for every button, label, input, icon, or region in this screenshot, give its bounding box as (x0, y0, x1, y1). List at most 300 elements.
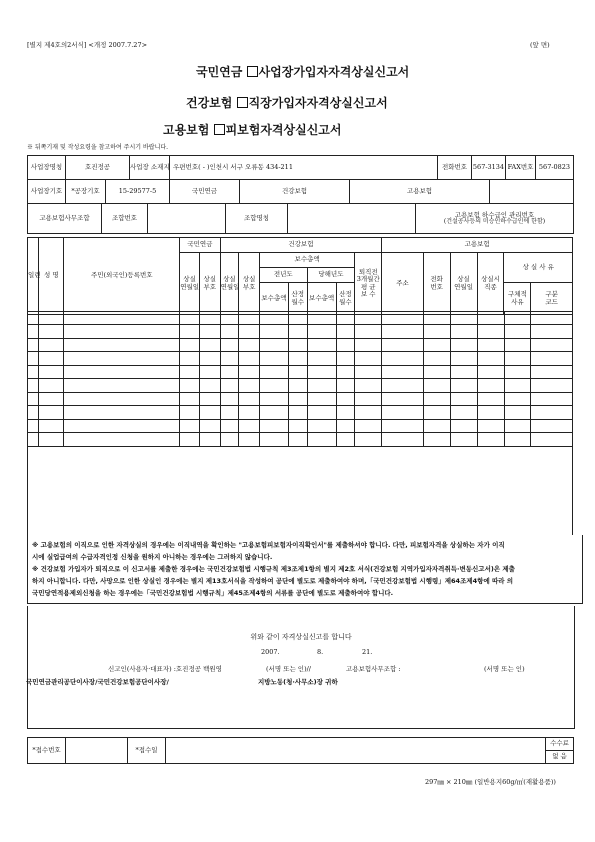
table-cell[interactable] (39, 420, 64, 433)
table-cell[interactable] (382, 393, 423, 406)
table-cell[interactable] (423, 325, 450, 339)
table-cell[interactable] (307, 366, 336, 379)
health-loss-date-b: 연월일 (220, 282, 240, 291)
col-seq: 일련 (28, 238, 39, 315)
union-name-value (288, 204, 416, 234)
table-cell[interactable] (336, 406, 355, 420)
union-table (27, 203, 574, 234)
table-cell[interactable] (239, 379, 260, 393)
table-cell[interactable] (180, 352, 200, 366)
table-cell[interactable] (199, 393, 220, 406)
table-cell[interactable] (220, 325, 239, 339)
table-cell[interactable] (355, 379, 382, 393)
table-cell[interactable] (504, 406, 531, 420)
table-cell[interactable] (239, 339, 260, 352)
table-row (28, 312, 573, 325)
table-cell[interactable] (289, 325, 308, 339)
note-line-3: ※ 건강보험 가입자가 퇴직으로 이 신고서를 제출한 경우에는 국민건강보험법 시행규칙 제3조제1항의 별지 제2호 서식(건강보험 지역가입자자격취득·변동신고서)은 제출 (32, 565, 515, 573)
table-cell[interactable] (64, 420, 180, 433)
table-cell[interactable] (64, 339, 180, 352)
col-prev-months (288, 283, 307, 315)
reason-b: 사유 (511, 297, 524, 306)
table-cell[interactable] (28, 325, 39, 339)
col-employment-loss-date (450, 253, 477, 315)
table-cell[interactable] (307, 433, 336, 447)
retire-avg-b: 3개월간 (356, 275, 380, 284)
fee-label: 수수료 (546, 738, 574, 751)
instruction-note: ※ 뒤쪽기재 및 작성요령을 참고하여 주시기 바랍니다. (27, 144, 169, 151)
table-cell[interactable] (423, 339, 450, 352)
table-cell[interactable] (355, 406, 382, 420)
table-cell[interactable] (39, 379, 64, 393)
table-cell[interactable] (39, 312, 64, 325)
retire-avg-c: 평 균 (360, 282, 376, 291)
table-cell[interactable] (260, 420, 289, 433)
addressee-right: 지방노동(청·사무소)장 귀하 (258, 678, 338, 686)
table-cell[interactable] (64, 433, 180, 447)
factory-code-value: 15-29577-5 (106, 180, 170, 204)
col-retire-avg (355, 253, 382, 315)
table-cell[interactable] (199, 420, 220, 433)
table-cell[interactable] (531, 406, 573, 420)
table-cell[interactable] (289, 433, 308, 447)
table-cell[interactable] (64, 379, 180, 393)
table-cell[interactable] (64, 325, 180, 339)
table-cell[interactable] (336, 352, 355, 366)
table-cell[interactable] (28, 406, 39, 420)
table-cell[interactable] (382, 339, 423, 352)
table-cell[interactable] (336, 339, 355, 352)
table-cell[interactable] (477, 366, 504, 379)
table-cell[interactable] (199, 379, 220, 393)
group-health: 건강보험 (220, 238, 382, 253)
table-cell[interactable] (289, 406, 308, 420)
table-cell[interactable] (289, 339, 308, 352)
col-pension-loss-code (199, 253, 220, 315)
table-row (28, 406, 573, 420)
table-cell[interactable] (289, 312, 308, 325)
form-number: [별지 제4호의2서식] <개정 2007.7.27> (27, 41, 148, 49)
employer-name-value: 호진정공 (66, 156, 130, 180)
union-name-label: 조합명칭 (226, 204, 288, 234)
table-cell[interactable] (477, 393, 504, 406)
table-cell[interactable] (423, 420, 450, 433)
table-cell[interactable] (260, 393, 289, 406)
pension-loss-date-a: 상실 (183, 275, 196, 284)
pension-code-label: 국민연금 (170, 180, 240, 204)
subcontract-subtitle: (건설공사등의 미승인하수급인에 한함) (443, 218, 546, 226)
health-code-label: 건강보험 (240, 180, 350, 204)
table-cell[interactable] (531, 420, 573, 433)
table-cell[interactable] (531, 352, 573, 366)
table-cell[interactable] (28, 420, 39, 433)
table-cell[interactable] (220, 420, 239, 433)
date-day: 21. (362, 648, 373, 656)
factory-code-label: *공장기호 (66, 180, 106, 204)
table-cell[interactable] (180, 433, 200, 447)
table-cell[interactable] (260, 325, 289, 339)
table-cell[interactable] (382, 406, 423, 420)
table-row (28, 339, 573, 352)
table-cell[interactable] (39, 393, 64, 406)
health-loss-code-b: 부호 (242, 282, 256, 291)
date-month: 8. (317, 648, 324, 656)
receipt-no-value (66, 738, 128, 764)
table-cell[interactable] (289, 420, 308, 433)
table-cell[interactable] (450, 433, 477, 447)
col-reason-code (531, 283, 573, 315)
table-cell[interactable] (180, 366, 200, 379)
table-cell[interactable] (39, 406, 64, 420)
table-cell[interactable] (477, 325, 504, 339)
page-side: (앞 면) (530, 41, 550, 49)
employer-phone-label: 전화번호 (438, 156, 472, 180)
employer-table (27, 155, 574, 180)
reason-a: 구체적 (507, 290, 527, 299)
table-cell[interactable] (180, 379, 200, 393)
table-cell[interactable] (477, 420, 504, 433)
table-row (28, 433, 573, 447)
table-cell[interactable] (39, 325, 64, 339)
subcontract-label (416, 204, 574, 234)
checkbox-icon (247, 66, 258, 77)
table-cell[interactable] (336, 325, 355, 339)
table-cell[interactable] (477, 406, 504, 420)
table-cell[interactable] (64, 393, 180, 406)
table-cell[interactable] (382, 420, 423, 433)
declaration-text: 위와 같이 자격상실신고를 합니다 (250, 633, 352, 641)
table-cell[interactable] (423, 312, 450, 325)
phone-b: 번호 (430, 282, 443, 291)
col-rrn: 주민(외국인)등록번호 (64, 238, 180, 315)
table-cell[interactable] (39, 366, 64, 379)
table-cell[interactable] (39, 339, 64, 352)
col-job-type (477, 253, 504, 315)
table-cell[interactable] (64, 366, 180, 379)
table-cell[interactable] (239, 352, 260, 366)
table-cell[interactable] (382, 379, 423, 393)
table-cell[interactable] (423, 352, 450, 366)
employer-code-label: 사업장기호 (28, 180, 66, 204)
receipt-date-value (166, 738, 546, 764)
table-cell[interactable] (450, 366, 477, 379)
table-cell[interactable] (504, 325, 531, 339)
table-cell[interactable] (450, 312, 477, 325)
sign-mark-2: (서명 또는 인) (484, 665, 525, 673)
table-cell[interactable] (180, 420, 200, 433)
sign-mark-1: (서명 또는 인)// (266, 665, 311, 673)
title-health-prefix: 건강보험 (186, 96, 233, 110)
date-year: 2007. (261, 648, 280, 656)
signer: 신고인(사용자·대표자) :호진정공 백원영 (108, 665, 222, 673)
note-line-2: 시에 실업급여의 수급자격인정 신청을 원하지 아니하는 경우에는 그러하지 않습니다. (32, 553, 273, 561)
table-cell[interactable] (199, 366, 220, 379)
table-cell[interactable] (450, 406, 477, 420)
table-cell[interactable] (531, 312, 573, 325)
checkbox-icon (237, 97, 248, 108)
table-cell[interactable] (355, 366, 382, 379)
table-cell[interactable] (504, 312, 531, 325)
title-pension-suffix: 사업장가입자자격상실신고서 (258, 65, 410, 79)
table-cell[interactable] (239, 325, 260, 339)
table-cell[interactable] (336, 312, 355, 325)
table-cell[interactable] (307, 420, 336, 433)
note-line-1: ※ 고용보험의 이직으로 인한 자격상실의 경우에는 이직내역을 확인하는 "고용보험피보험자이직확인서"를 제출하셔야 합니다. 다만, 피보험자격을 상실하는 자가 이직 (32, 541, 505, 549)
cur-months-a: 산정 (339, 290, 352, 299)
table-cell[interactable] (260, 406, 289, 420)
table-row (28, 325, 573, 339)
table-cell[interactable] (355, 393, 382, 406)
table-cell[interactable] (307, 312, 336, 325)
table-cell[interactable] (307, 406, 336, 420)
table-cell[interactable] (504, 420, 531, 433)
table-cell[interactable] (477, 352, 504, 366)
retire-avg-a: 퇴직전 (358, 267, 378, 276)
receipt-no-label: *접수번호 (28, 738, 66, 764)
employer-address-value: 우편번호( - )인천시 서구 오류동 434-211 (170, 156, 438, 180)
table-cell[interactable] (382, 325, 423, 339)
table-cell[interactable] (504, 379, 531, 393)
table-cell[interactable] (531, 325, 573, 339)
title-pension-prefix: 국민연금 (196, 65, 243, 79)
table-cell[interactable] (220, 393, 239, 406)
paper-spec: 297㎜ × 210㎜ (일반용지60g/㎡(재활용품)) (425, 778, 556, 786)
table-row (28, 366, 573, 379)
table-cell[interactable] (450, 393, 477, 406)
table-row (28, 420, 573, 433)
col-phone (423, 253, 450, 315)
table-cell[interactable] (450, 352, 477, 366)
table-cell[interactable] (28, 393, 39, 406)
table-cell[interactable] (504, 433, 531, 447)
group-employment: 고용보험 (382, 238, 573, 253)
table-cell[interactable] (504, 339, 531, 352)
table-cell[interactable] (504, 393, 531, 406)
note-line-4: 하지 아니합니다. 다만, 사망으로 인한 상실인 경우에는 별지 제13호서식을 작성하여 공단에 별도로 제출하여야 하며,「국민건강보험법 시행령」제64조제4항에 따라 의 (32, 577, 514, 585)
table-cell[interactable] (180, 393, 200, 406)
table-cell[interactable] (450, 420, 477, 433)
table-cell[interactable] (199, 325, 220, 339)
table-cell[interactable] (289, 393, 308, 406)
notes-box (27, 535, 583, 604)
table-cell[interactable] (307, 393, 336, 406)
table-cell[interactable] (531, 379, 573, 393)
table-cell[interactable] (220, 366, 239, 379)
phone-a: 전화 (430, 275, 443, 284)
table-cell[interactable] (64, 406, 180, 420)
employer-fax-label: FAX번호 (506, 156, 536, 180)
group-cur-year: 당해년도 (307, 268, 355, 283)
employer-name-label: 사업장명칭 (28, 156, 66, 180)
member-rows (27, 311, 573, 447)
table-cell[interactable] (289, 352, 308, 366)
table-cell[interactable] (531, 433, 573, 447)
title-health-suffix: 직장가입자자격상실신고서 (248, 96, 388, 110)
declaration-box (27, 606, 575, 729)
union-number-value (148, 204, 226, 234)
employer-phone-value: 567-3134 (472, 156, 506, 180)
table-cell[interactable] (450, 325, 477, 339)
table-cell[interactable] (382, 433, 423, 447)
table-cell[interactable] (289, 379, 308, 393)
table-cell[interactable] (39, 352, 64, 366)
table-cell[interactable] (289, 366, 308, 379)
table-cell[interactable] (504, 352, 531, 366)
table-cell[interactable] (199, 433, 220, 447)
table-cell[interactable] (260, 433, 289, 447)
col-pension-loss-date (180, 253, 200, 315)
table-row (28, 393, 573, 406)
table-cell[interactable] (28, 312, 39, 325)
table-cell[interactable] (220, 406, 239, 420)
table-cell[interactable] (260, 379, 289, 393)
receipt-date-label: *접수일 (128, 738, 166, 764)
union-signer: 고용보험사무조합 : (346, 665, 401, 673)
reason-code-b: 코드 (545, 297, 558, 306)
title-employment-prefix: 고용보험 (163, 123, 210, 137)
employment-loss-date-b: 연월일 (454, 282, 473, 291)
table-cell[interactable] (239, 393, 260, 406)
table-cell[interactable] (199, 352, 220, 366)
table-cell[interactable] (336, 366, 355, 379)
prev-months-a: 산정 (291, 290, 305, 299)
job-type-a: 상실시 (481, 275, 500, 284)
table-cell[interactable] (382, 366, 423, 379)
table-cell[interactable] (531, 339, 573, 352)
pension-loss-code-b: 부호 (203, 282, 217, 291)
table-cell[interactable] (423, 433, 450, 447)
table-cell[interactable] (260, 352, 289, 366)
table-cell[interactable] (531, 366, 573, 379)
table-cell[interactable] (355, 420, 382, 433)
table-cell[interactable] (423, 406, 450, 420)
union-office-label: 고용보험사무조합 (28, 204, 102, 234)
table-cell[interactable] (382, 352, 423, 366)
col-cur-pay: 보수총액 (307, 283, 336, 315)
health-loss-code-a: 상실 (242, 275, 256, 284)
table-cell[interactable] (307, 379, 336, 393)
table-cell[interactable] (199, 406, 220, 420)
title-employment (163, 124, 341, 136)
table-cell[interactable] (220, 339, 239, 352)
table-cell[interactable] (477, 379, 504, 393)
table-cell[interactable] (355, 433, 382, 447)
table-cell[interactable] (28, 352, 39, 366)
health-loss-date-a: 상실 (223, 275, 236, 284)
table-cell[interactable] (260, 312, 289, 325)
table-cell[interactable] (28, 339, 39, 352)
table-cell[interactable] (28, 379, 39, 393)
table-cell[interactable] (220, 312, 239, 325)
table-cell[interactable] (336, 433, 355, 447)
table-cell[interactable] (504, 366, 531, 379)
union-number-label: 조합번호 (102, 204, 148, 234)
table-cell[interactable] (355, 339, 382, 352)
fee-value: 없 음 (546, 751, 574, 764)
table-cell[interactable] (28, 433, 39, 447)
member-table (27, 237, 573, 315)
table-cell[interactable] (477, 339, 504, 352)
table-cell[interactable] (260, 339, 289, 352)
table-cell[interactable] (239, 366, 260, 379)
table-cell[interactable] (307, 325, 336, 339)
table-cell[interactable] (180, 406, 200, 420)
pension-loss-code-a: 상실 (203, 275, 217, 284)
table-cell[interactable] (220, 379, 239, 393)
table-cell[interactable] (307, 352, 336, 366)
table-cell[interactable] (64, 352, 180, 366)
addressee-left: 국민연금관리공단이사장/국민건강보험공단이사장/ (26, 678, 169, 686)
table-cell[interactable] (450, 379, 477, 393)
table-cell[interactable] (260, 366, 289, 379)
table-cell[interactable] (39, 433, 64, 447)
cur-months-b: 월수 (339, 297, 352, 306)
table-cell[interactable] (239, 433, 260, 447)
col-name: 성 명 (39, 238, 64, 315)
employer-address-label: 사업장 소재지 (130, 156, 170, 180)
table-cell[interactable] (336, 420, 355, 433)
table-cell[interactable] (382, 312, 423, 325)
receipt-table (27, 737, 574, 764)
table-cell[interactable] (64, 312, 180, 325)
table-cell[interactable] (336, 379, 355, 393)
title-pension (196, 66, 409, 78)
table-cell[interactable] (180, 339, 200, 352)
table-cell[interactable] (423, 393, 450, 406)
checkbox-icon (214, 124, 225, 135)
col-reason (504, 283, 531, 315)
table-cell[interactable] (531, 393, 573, 406)
table-cell[interactable] (239, 406, 260, 420)
employment-code-label: 고용보험 (350, 180, 490, 204)
table-cell[interactable] (180, 312, 200, 325)
col-health-loss-date (220, 253, 239, 315)
table-cell[interactable] (220, 433, 239, 447)
title-employment-suffix: 피보험자격상실신고서 (225, 123, 342, 137)
table-cell[interactable] (477, 433, 504, 447)
table-cell[interactable] (477, 312, 504, 325)
table-cell[interactable] (355, 312, 382, 325)
group-pay-total: 보수총액 (259, 253, 354, 268)
reason-code-a: 구분 (545, 290, 558, 299)
title-health (186, 97, 388, 109)
table-cell[interactable] (355, 352, 382, 366)
table-cell[interactable] (180, 325, 200, 339)
table-cell[interactable] (239, 312, 260, 325)
table-cell[interactable] (239, 420, 260, 433)
col-health-loss-code (239, 253, 260, 315)
prev-months-b: 월수 (291, 297, 305, 306)
table-cell[interactable] (199, 312, 220, 325)
employment-loss-date-a: 상실 (457, 275, 470, 284)
group-loss-reason: 상 실 사 유 (504, 253, 573, 283)
table-cell[interactable] (307, 339, 336, 352)
table-cell[interactable] (336, 393, 355, 406)
note-line-5: 국민당연적용제외신청을 하는 경우에는「국민건강보험법 시행규칙」제45조제4항의 서류를 공단에 별도로 제출하여야 합니다. (32, 589, 394, 597)
subcontract-title: 고용보험 하수급인 관리번호 (454, 210, 535, 219)
group-prev-year: 전년도 (259, 268, 307, 283)
table-cell[interactable] (355, 325, 382, 339)
table-cell[interactable] (423, 379, 450, 393)
table-cell[interactable] (423, 366, 450, 379)
col-cur-months (336, 283, 355, 315)
col-address: 주소 (382, 253, 423, 315)
table-cell[interactable] (220, 352, 239, 366)
table-cell[interactable] (450, 339, 477, 352)
table-cell[interactable] (199, 339, 220, 352)
table-row (28, 379, 573, 393)
table-cell[interactable] (28, 366, 39, 379)
